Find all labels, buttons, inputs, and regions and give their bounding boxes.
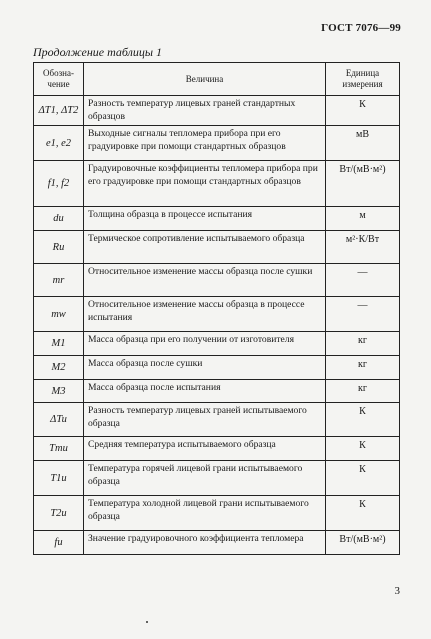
quantity-cell: Масса образца после сушки [84, 356, 326, 380]
table-row [34, 403, 400, 437]
unit-cell: кг [326, 332, 400, 356]
symbol-cell: M2 [34, 356, 84, 380]
table-row [34, 231, 400, 264]
column-header-unit: Единица измерения [326, 63, 400, 96]
symbol-cell: mr [34, 264, 84, 297]
quantity-cell: Температура горячей лицевой грани испытываемого образца [84, 461, 326, 496]
table-row [34, 356, 400, 380]
unit-cell: К [326, 437, 400, 461]
symbol-cell: Tmu [34, 437, 84, 461]
quantity-cell: Разность температур лицевых граней испытываемого образца [84, 403, 326, 437]
document-header: ГОСТ 7076—99 [321, 22, 401, 34]
unit-cell: Вт/(мВ·м²) [326, 531, 400, 555]
quantity-cell: Относительное изменение массы образца в процессе испытания [84, 297, 326, 332]
quantity-cell: Значение градуировочного коэффициента тепломера [84, 531, 326, 555]
table-row [34, 332, 400, 356]
table-row [34, 96, 400, 126]
quantity-cell: Средняя температура испытываемого образца [84, 437, 326, 461]
symbol-cell: du [34, 207, 84, 231]
quantity-cell: Толщина образца в процессе испытания [84, 207, 326, 231]
quantity-cell: Выходные сигналы тепломера прибора при его градуировке при помощи стандартных образцов [84, 126, 326, 161]
column-header-quantity: Величина [84, 63, 326, 96]
symbol-cell: T1u [34, 461, 84, 496]
quantity-cell: Относительное изменение массы образца после сушки [84, 264, 326, 297]
unit-cell: м²·К/Вт [326, 231, 400, 264]
unit-cell: м [326, 207, 400, 231]
table-row [34, 496, 400, 531]
symbol-cell: T2u [34, 496, 84, 531]
unit-cell: К [326, 403, 400, 437]
symbol-cell: ΔTu [34, 403, 84, 437]
symbol-cell: fu [34, 531, 84, 555]
quantity-cell: Масса образца при его получении от изготовителя [84, 332, 326, 356]
unit-cell: — [326, 297, 400, 332]
symbol-cell: Ru [34, 231, 84, 264]
unit-cell: кг [326, 356, 400, 380]
unit-cell: кг [326, 380, 400, 403]
quantity-cell: Градуировочные коэффициенты тепломера прибора при его градуировке при помощи стандартных образцов [84, 161, 326, 207]
unit-cell: — [326, 264, 400, 297]
table-continuation-caption: Продолжение таблицы 1 [33, 45, 163, 59]
symbol-cell: f1, f2 [34, 161, 84, 207]
table-row [34, 264, 400, 297]
quantity-cell: Разность температур лицевых граней стандартных образцов [84, 96, 326, 126]
table-row [34, 126, 400, 161]
table-row [34, 380, 400, 403]
symbols-table [33, 62, 400, 555]
quantity-cell: Температура холодной лицевой грани испытываемого образца [84, 496, 326, 531]
table-header-row [34, 63, 400, 96]
symbol-cell: e1, e2 [34, 126, 84, 161]
table-row [34, 161, 400, 207]
symbol-cell: M1 [34, 332, 84, 356]
table-row [34, 207, 400, 231]
unit-cell: мВ [326, 126, 400, 161]
symbol-cell: M3 [34, 380, 84, 403]
table-row [34, 531, 400, 555]
unit-cell: Вт/(мВ·м²) [326, 161, 400, 207]
scan-speck [146, 621, 148, 623]
symbol-cell: mw [34, 297, 84, 332]
table-row [34, 437, 400, 461]
unit-cell: К [326, 96, 400, 126]
unit-cell: К [326, 461, 400, 496]
quantity-cell: Масса образца после испытания [84, 380, 326, 403]
unit-cell: К [326, 496, 400, 531]
quantity-cell: Термическое сопротивление испытываемого образца [84, 231, 326, 264]
column-header-symbol: Обозна- чение [34, 63, 84, 96]
page-number: 3 [394, 585, 400, 597]
table-row [34, 297, 400, 332]
table-row [34, 461, 400, 496]
symbol-cell: ΔT1, ΔT2 [34, 96, 84, 126]
